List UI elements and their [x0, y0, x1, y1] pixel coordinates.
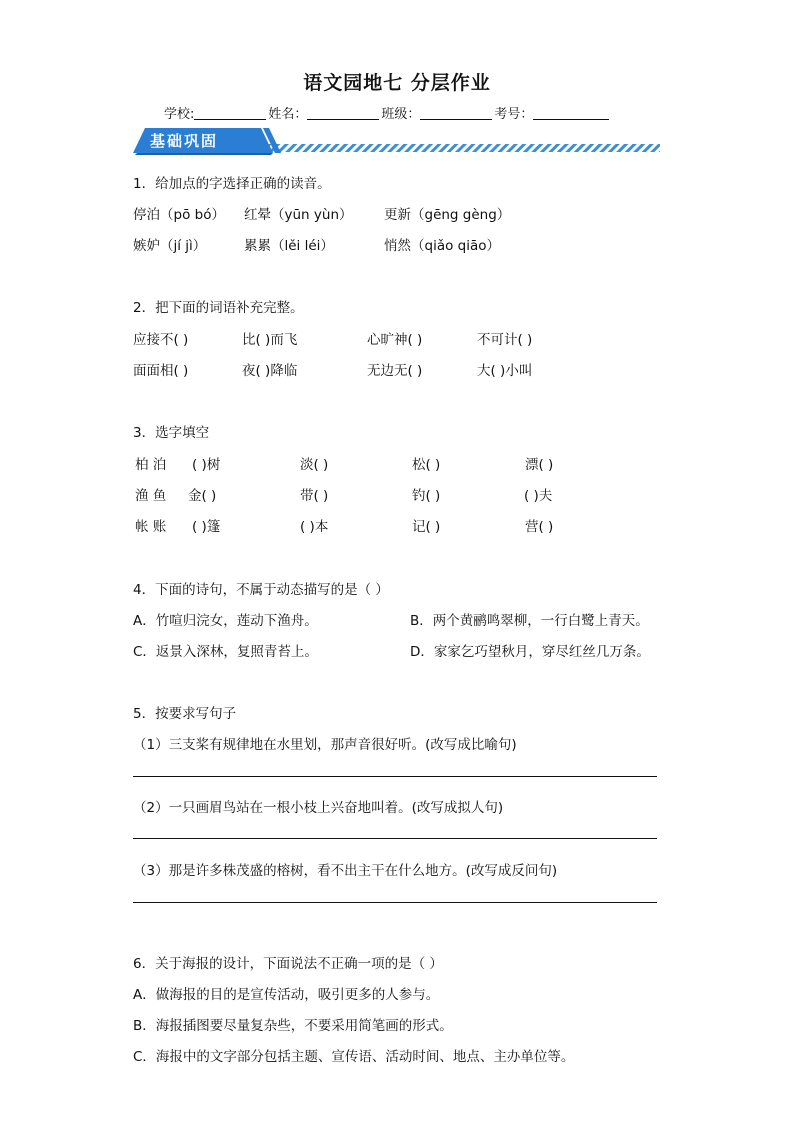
q2-blank[interactable]: 夜( )降临	[242, 363, 298, 379]
exam-no-label: 考号：	[494, 107, 534, 122]
q3-char-pair: 渔 鱼	[135, 488, 167, 504]
q5-answer-line-2[interactable]	[133, 838, 657, 839]
name-label: 姓名：	[268, 107, 308, 122]
q1-option: 嫉妒（jí jì）	[133, 238, 207, 254]
q2-blank[interactable]: 心旷神( )	[367, 332, 423, 348]
q4-option-d[interactable]: D．家家乞巧望秋月，穿尽红丝几万条。	[410, 644, 650, 660]
q6-option-c[interactable]: C．海报中的文字部分包括主题、宣传语、活动时间、地点、主办单位等。	[133, 1049, 575, 1065]
q6-option-a[interactable]: A．做海报的目的是宣传活动，吸引更多的人参与。	[133, 987, 440, 1003]
q3-char-pair: 帐 账	[135, 519, 167, 535]
q3-stem: 3．选字填空	[133, 425, 210, 441]
q5-answer-line-1[interactable]	[133, 776, 657, 777]
q5-answer-line-3[interactable]	[133, 902, 657, 903]
q3-blank[interactable]: 淡( )	[300, 457, 329, 473]
student-info-row	[164, 103, 611, 122]
class-blank[interactable]	[420, 105, 492, 120]
q5-item-3: （3）那是许多株茂盛的榕树，看不出主干在什么地方。(改写成反问句)	[133, 863, 558, 879]
exam-no-blank[interactable]	[533, 105, 609, 120]
q1-option: 悄然（qiǎo qiāo）	[384, 238, 500, 254]
q3-blank[interactable]: 记( )	[412, 519, 441, 535]
q3-blank[interactable]: 漂( )	[525, 457, 554, 473]
worksheet-title: 语文园地七 分层作业	[303, 72, 491, 94]
q3-blank[interactable]: ( )本	[300, 519, 329, 535]
class-label: 班级：	[381, 107, 421, 122]
q2-blank[interactable]: 不可计( )	[477, 332, 533, 348]
section-banner-label: 基础巩固	[150, 132, 219, 150]
q5-stem: 5．按要求写句子	[133, 706, 237, 722]
q2-stem: 2．把下面的词语补充完整。	[133, 300, 304, 316]
q3-blank[interactable]: ( )树	[192, 457, 221, 473]
q1-option: 更新（gēng gèng）	[384, 207, 511, 223]
name-blank[interactable]	[307, 105, 379, 120]
q5-item-1: （1）三支桨有规律地在水里划，那声音很好听。(改写成比喻句)	[133, 737, 517, 753]
q2-blank[interactable]: 无边无( )	[367, 363, 423, 379]
q2-blank[interactable]: 应接不( )	[133, 332, 189, 348]
q3-blank[interactable]: 松( )	[412, 457, 441, 473]
q4-stem: 4．下面的诗句，不属于动态描写的是（ ）	[133, 582, 389, 598]
q2-blank[interactable]: 面面相( )	[133, 363, 189, 379]
q4-option-c[interactable]: C．返景入深林，复照青苔上。	[133, 644, 318, 660]
q1-option: 红晕（yūn yùn）	[244, 207, 353, 223]
q2-blank[interactable]: 比( )而飞	[242, 332, 298, 348]
q3-blank[interactable]: 金( )	[188, 488, 217, 504]
q1-option: 累累（lěi léi）	[244, 238, 334, 254]
q3-blank[interactable]: 钓( )	[412, 488, 441, 504]
q6-option-b[interactable]: B．海报插图要尽量复杂些，不要采用简笔画的形式。	[133, 1018, 453, 1034]
q4-option-b[interactable]: B．两个黄鹂鸣翠柳，一行白鹭上青天。	[410, 613, 649, 629]
school-blank[interactable]	[194, 105, 266, 120]
q3-char-pair: 柏 泊	[135, 457, 167, 473]
school-label: 学校:	[164, 107, 195, 122]
q4-option-a[interactable]: A．竹喧归浣女，莲动下渔舟。	[133, 613, 318, 629]
q3-blank[interactable]: ( )夫	[524, 488, 553, 504]
q1-option: 停泊（pō bó）	[133, 207, 225, 223]
q5-item-2: （2）一只画眉鸟站在一根小枝上兴奋地叫着。(改写成拟人句)	[133, 800, 504, 816]
q6-stem: 6．关于海报的设计，下面说法不正确一项的是（ ）	[133, 956, 443, 972]
q3-blank[interactable]: 营( )	[525, 519, 554, 535]
q2-blank[interactable]: 大( )小叫	[477, 363, 533, 379]
q3-blank[interactable]: 带( )	[300, 488, 329, 504]
q3-blank[interactable]: ( )篷	[192, 519, 221, 535]
q1-stem: 1．给加点的字选择正确的读音。	[133, 176, 331, 192]
